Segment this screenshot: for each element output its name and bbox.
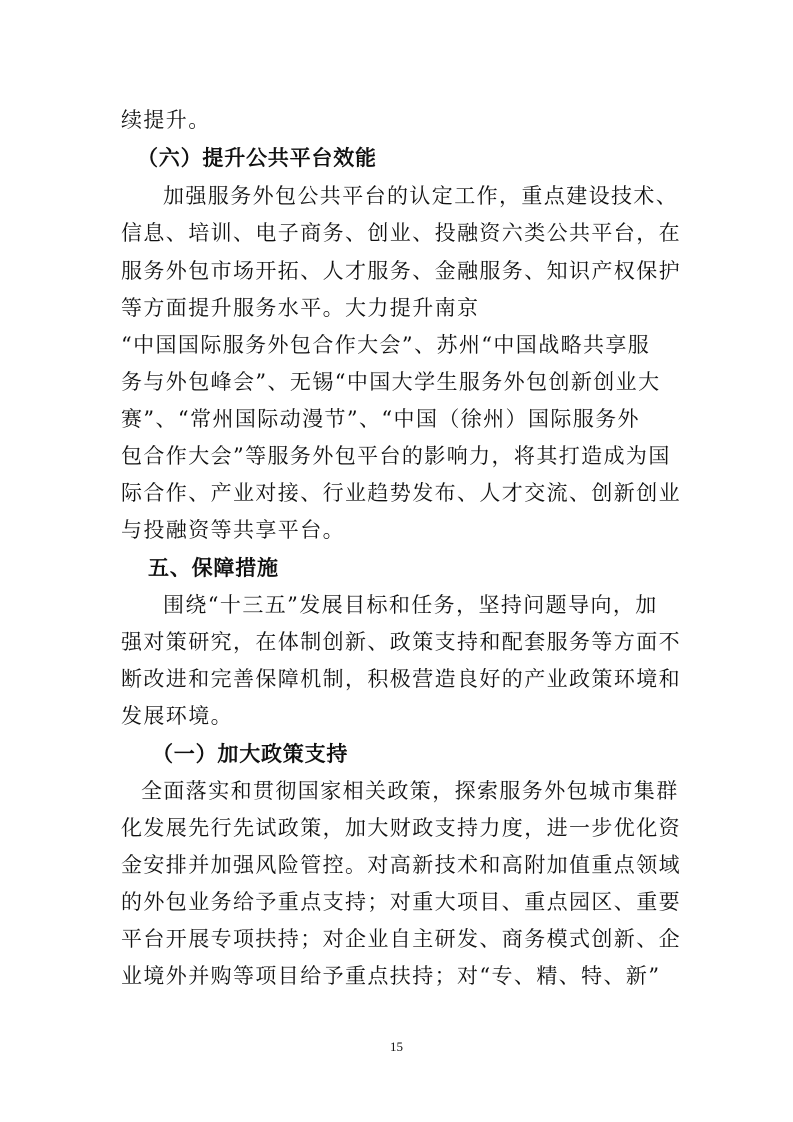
- page-number: 15: [390, 1039, 403, 1054]
- paragraph-line: 断改进和完善保障机制，积极营造良好的产业政策环境和: [121, 667, 681, 691]
- paragraph-line: 化发展先行先试政策，加大财政支持力度，进一步优化资: [121, 816, 681, 840]
- paragraph-line: 平台开展专项扶持；对企业自主研发、商务模式创新、企: [121, 927, 681, 951]
- paragraph-line: 加强服务外包公共平台的认定工作，重点建设技术、: [163, 184, 679, 208]
- paragraph-line: 等方面提升服务水平。大力提升南京: [121, 296, 480, 320]
- paragraph-line: 金安排并加强风险管控。对高新技术和高附加值重点领域: [121, 853, 681, 877]
- paragraph-line: 际合作、产业对接、行业趋势发布、人才交流、创新创业: [121, 481, 681, 505]
- paragraph-line: “中国国际服务外包合作大会”、苏州“中国战略共享服: [121, 333, 651, 357]
- paragraph-line: 业境外并购等项目给予重点扶持；对“专、精、特、新”: [121, 964, 661, 988]
- paragraph-line: 信息、培训、电子商务、创业、投融资六类公共平台，在: [121, 221, 681, 245]
- paragraph-line: 赛”、“常州国际动漫节”、“中国（徐州）国际服务外: [121, 407, 640, 431]
- paragraph-line: 全面落实和贯彻国家相关政策，探索服务外包城市集群: [141, 779, 679, 803]
- paragraph-line: 发展环境。: [121, 704, 233, 728]
- paragraph-line: 务与外包峰会”、无锡“中国大学生服务外包创新创业大: [121, 370, 661, 394]
- paragraph-line: 包合作大会”等服务外包平台的影响力，将其打造成为国: [121, 444, 671, 468]
- paragraph-line: 围绕“十三五”发展目标和任务，坚持问题导向，加: [163, 593, 658, 617]
- section-heading: 五、保障措施: [148, 556, 279, 580]
- paragraph-line: 服务外包市场开拓、人才服务、金融服务、知识产权保护: [121, 259, 681, 283]
- section-heading: （一）加大政策支持: [152, 742, 349, 766]
- paragraph-line: 的外包业务给予重点支持；对重大项目、重点园区、重要: [121, 890, 681, 914]
- paragraph-line: 续提升。: [121, 108, 211, 132]
- paragraph-line: 强对策研究，在体制创新、政策支持和配套服务等方面不: [121, 630, 681, 654]
- paragraph-line: 与投融资等共享平台。: [121, 518, 345, 542]
- section-heading: （六）提升公共平台效能: [137, 146, 377, 170]
